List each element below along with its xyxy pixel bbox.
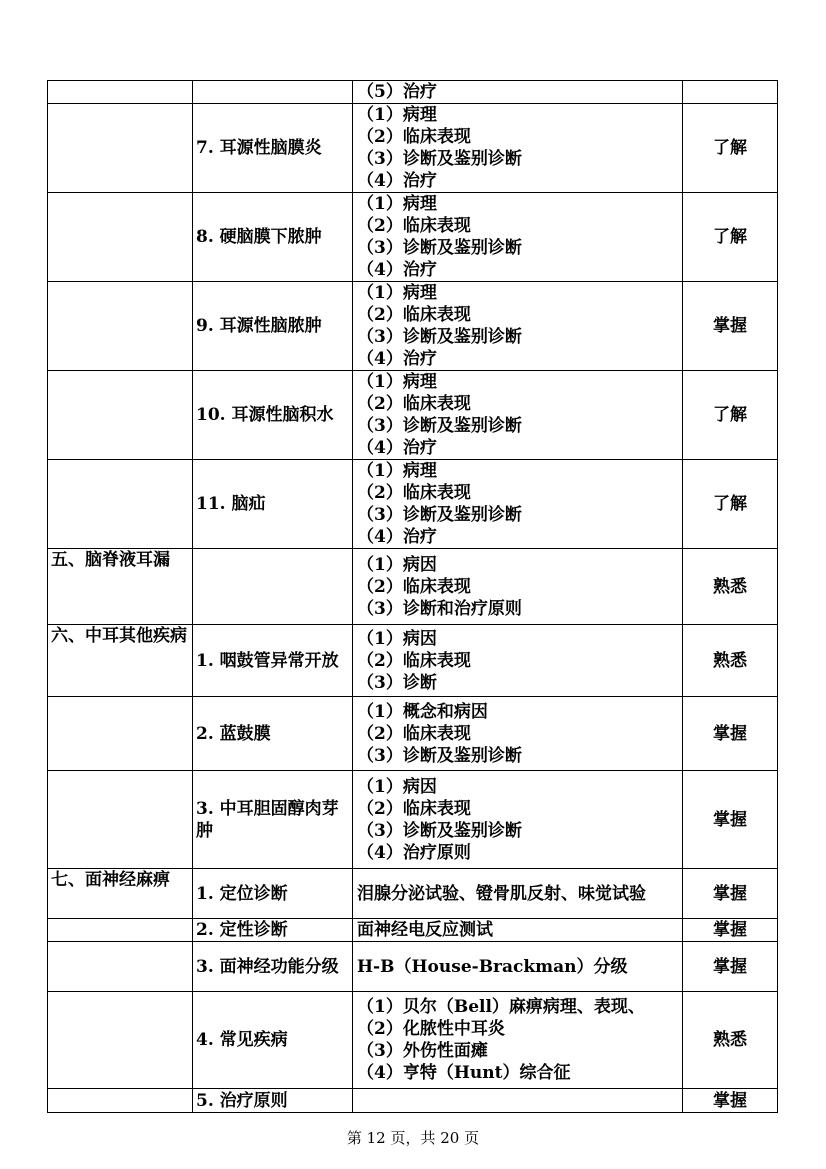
content-line: （4）治疗原则 [357,842,471,863]
level-cell: 掌握 [683,697,778,771]
table-row [48,104,778,193]
topic-cell: 1. 咽鼓管异常开放 [193,625,353,697]
content-line: （4）治疗 [357,171,437,191]
topic-cell: 11. 脑疝 [193,460,353,549]
level-cell: 熟悉 [683,549,778,625]
content-line: （2）临床表现 [357,650,471,671]
topic-cell: 2. 定性诊断 [193,919,353,942]
chapter-cell [48,104,193,193]
content-cell [353,104,683,193]
level-cell: 了解 [683,193,778,282]
content-line: （2）临床表现 [357,394,471,414]
topic-cell: 1. 定位诊断 [193,869,353,919]
content-line: （4）治疗 [357,349,437,369]
table-row [48,460,778,549]
content-cell [353,282,683,371]
content-line: （2）临床表现 [357,576,471,597]
content-line: （2）临床表现 [357,305,471,325]
content-line: （4）治疗 [357,527,437,547]
syllabus-table-body [48,81,778,1113]
level-cell: 掌握 [683,282,778,371]
topic-cell: 8. 硬脑膜下脓肿 [193,193,353,282]
content-line: （3）诊断及鉴别诊断 [357,238,522,258]
chapter-cell [48,1089,193,1113]
table-row [48,942,778,992]
topic-cell: 2. 蓝鼓膜 [193,697,353,771]
content-line: 泪腺分泌试验、镫骨肌反射、味觉试验 [357,883,646,904]
content-line: （1）病因 [357,776,437,797]
table-row [48,282,778,371]
content-cell [353,992,683,1089]
content-line: （1）病理 [357,372,437,392]
content-cell [353,869,683,919]
content-cell [353,371,683,460]
chapter-cell: 五、脑脊液耳漏 [48,549,193,625]
level-cell: 掌握 [683,942,778,992]
content-cell [353,919,683,942]
table-row [48,771,778,869]
content-line: （1）病理 [357,283,437,303]
table-row [48,697,778,771]
content-line: （3）诊断及鉴别诊断 [357,505,522,525]
content-cell [353,460,683,549]
content-line: （1）病因 [357,628,437,649]
level-cell: 掌握 [683,771,778,869]
content-line: （2）临床表现 [357,483,471,503]
content-line: H-B（House-Brackman）分级 [357,956,628,977]
chapter-cell: 六、中耳其他疾病 [48,625,193,697]
content-cell [353,625,683,697]
content-cell [353,771,683,869]
chapter-cell [48,193,193,282]
chapter-cell [48,697,193,771]
topic-cell [193,549,353,625]
syllabus-table [47,80,778,1113]
topic-cell: 9. 耳源性脑脓肿 [193,282,353,371]
table-row [48,371,778,460]
content-line: （3）诊断 [357,672,437,693]
content-line: （1）病理 [357,194,437,214]
topic-cell: 7. 耳源性脑膜炎 [193,104,353,193]
content-line: 面神经电反应测试 [357,920,493,940]
chapter-cell [48,942,193,992]
syllabus-table-container [47,80,777,1120]
content-line: （3）诊断及鉴别诊断 [357,149,522,169]
content-line: （4）治疗 [357,438,437,458]
chapter-cell [48,282,193,371]
chapter-cell: 七、面神经麻痹 [48,869,193,919]
content-line: （2）化脓性中耳炎 [357,1019,505,1039]
topic-cell: 4. 常见疾病 [193,992,353,1089]
content-line: （2）临床表现 [357,798,471,819]
content-line: （1）病理 [357,461,437,481]
content-line: （3）诊断及鉴别诊断 [357,745,522,766]
table-row [48,869,778,919]
table-row [48,549,778,625]
level-cell: 了解 [683,460,778,549]
content-cell [353,697,683,771]
table-row [48,1089,778,1113]
content-cell [353,942,683,992]
level-cell: 熟悉 [683,992,778,1089]
content-line: （2）临床表现 [357,127,471,147]
chapter-cell [48,919,193,942]
content-line: （4）亨特（Hunt）综合征 [357,1063,571,1083]
topic-cell: 3. 中耳胆固醇肉芽肿 [193,771,353,869]
chapter-cell [48,371,193,460]
table-row [48,625,778,697]
content-line: （4）治疗 [357,260,437,280]
content-line: （3）诊断及鉴别诊断 [357,327,522,347]
page-footer: 第 12 页，共 20 页 [346,1129,480,1147]
content-line: （3）诊断及鉴别诊断 [357,416,522,436]
level-cell: 掌握 [683,869,778,919]
level-cell: 了解 [683,104,778,193]
level-cell: 掌握 [683,1089,778,1113]
content-line: （1）病因 [357,554,437,575]
table-row [48,193,778,282]
level-cell: 掌握 [683,919,778,942]
content-cell [353,81,683,104]
chapter-cell [48,992,193,1089]
topic-cell: 3. 面神经功能分级 [193,942,353,992]
chapter-cell [48,460,193,549]
content-cell [353,193,683,282]
content-line: （1）概念和病因 [357,701,488,722]
content-line: （1）贝尔（Bell）麻痹病理、表现、 [357,997,645,1017]
topic-cell: 10. 耳源性脑积水 [193,371,353,460]
topic-cell [193,81,353,104]
level-cell [683,81,778,104]
topic-cell: 5. 治疗原则 [193,1089,353,1113]
chapter-cell [48,771,193,869]
table-row [48,919,778,942]
table-row [48,992,778,1089]
content-cell [353,549,683,625]
level-cell: 熟悉 [683,625,778,697]
content-line: （2）临床表现 [357,723,471,744]
content-line: （2）临床表现 [357,216,471,236]
content-line: （3）诊断及鉴别诊断 [357,820,522,841]
content-line: （1）病理 [357,105,437,125]
table-row [48,81,778,104]
content-line: （3）外伤性面瘫 [357,1041,488,1061]
content-cell [353,1089,683,1113]
chapter-cell [48,81,193,104]
level-cell: 了解 [683,371,778,460]
content-line: （3）诊断和治疗原则 [357,598,522,619]
content-line: （5）治疗 [357,82,437,102]
